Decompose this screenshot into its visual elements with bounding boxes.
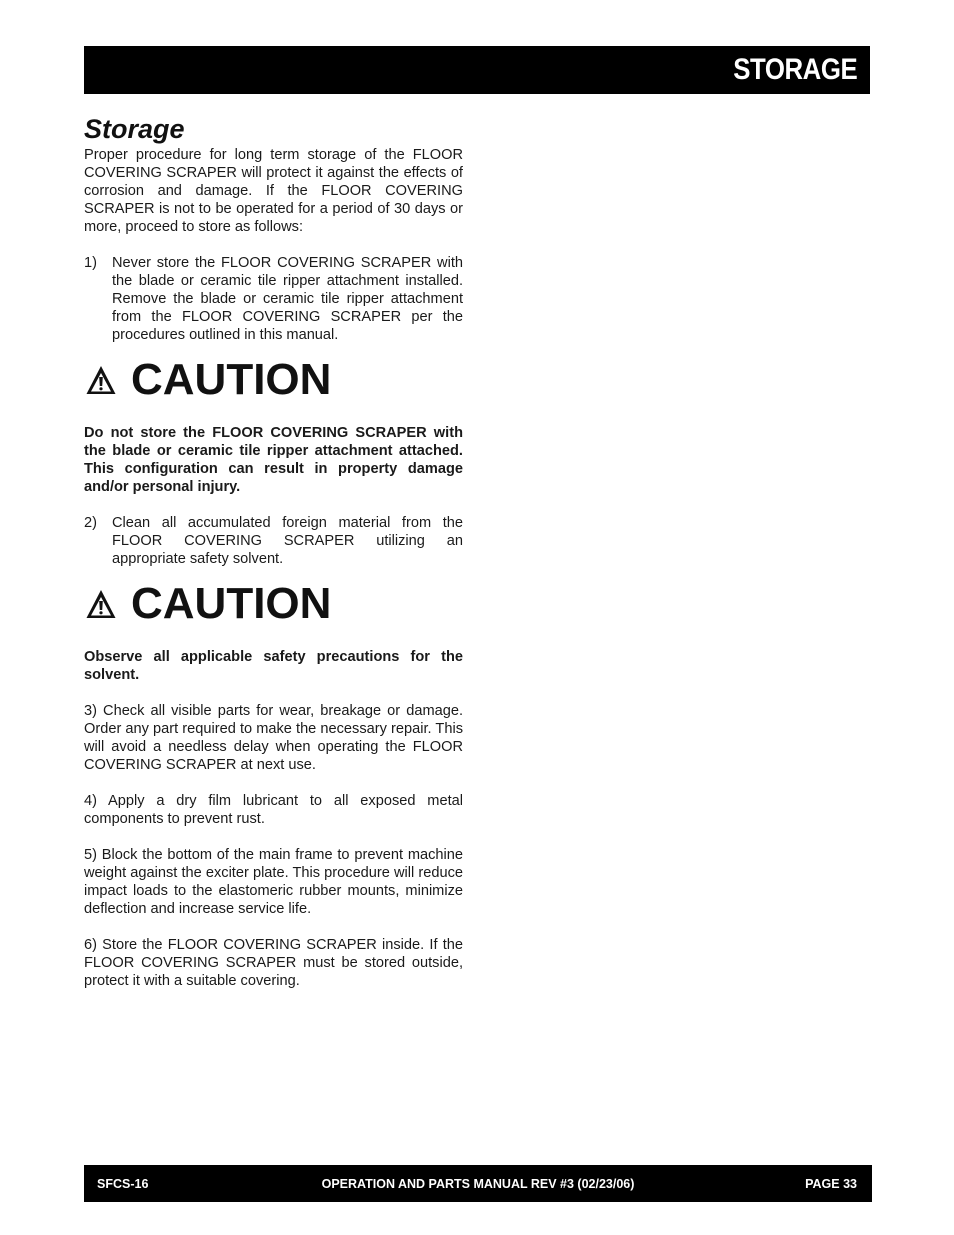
footer-model-number: SFCS-16: [97, 1177, 149, 1191]
caution-heading-1: [84, 353, 463, 407]
step-4: 4) Apply a dry film lubricant to all exposed metal components to prevent rust.: [84, 793, 463, 827]
caution-word: CAUTION: [131, 355, 332, 404]
step-number: 2): [84, 515, 97, 531]
step-number: 1): [84, 255, 97, 271]
step-1: [84, 254, 463, 344]
page-footer-bar: [84, 1165, 872, 1202]
content-column: [84, 112, 463, 990]
intro-paragraph: Proper procedure for long term storage of the FLOOR COVERING SCRAPER will protect it against the effects of corrosion and damage. If the FLOOR COVERING SCRAPER is not to be operated for a period of 30 days or more, proceed to store as follows:: [84, 147, 463, 235]
step-3: 3) Check all visible parts for wear, breakage or damage. Order any part required to make the necessary repair. This will avoid a needless delay when operating the FLOOR COVERING SCRAPER at next use.: [84, 703, 463, 773]
step-6: 6) Store the FLOOR COVERING SCRAPER inside. If the FLOOR COVERING SCRAPER must be stored outside, protect it with a suitable covering.: [84, 937, 463, 989]
step-2: [84, 514, 463, 568]
page-header-bar: [84, 46, 870, 94]
page-header-title: STORAGE: [732, 53, 857, 86]
warning-triangle-icon: [85, 588, 117, 620]
warning-triangle-icon: [85, 364, 117, 396]
caution-text-1: Do not store the FLOOR COVERING SCRAPER with the blade or ceramic tile ripper attachment attached. This configuration can result in property damage and/or personal injury.: [84, 425, 463, 495]
step-5: 5) Block the bottom of the main frame to prevent machine weight against the exciter plate. This procedure will reduce impact loads to the elastomeric rubber mounts, minimize deflection and increase service life.: [84, 847, 463, 917]
footer-page-number: PAGE 33: [805, 1177, 857, 1191]
caution-word: CAUTION: [131, 579, 332, 628]
footer-manual-title: OPERATION AND PARTS MANUAL REV #3 (02/23/06): [321, 1177, 635, 1191]
caution-heading-2: [84, 577, 463, 631]
step-text: Never store the FLOOR COVERING SCRAPER with the blade or ceramic tile ripper attachment installed. Remove the blade or ceramic tile ripper attachment from the FLOOR COVERING SCRAPER per the procedures outlined in this manual.: [112, 255, 463, 343]
step-text: Clean all accumulated foreign material from the FLOOR COVERING SCRAPER utilizing an appropriate safety solvent.: [112, 515, 463, 567]
caution-text-2: Observe all applicable safety precautions for the solvent.: [84, 649, 463, 683]
section-title: Storage: [84, 114, 185, 144]
